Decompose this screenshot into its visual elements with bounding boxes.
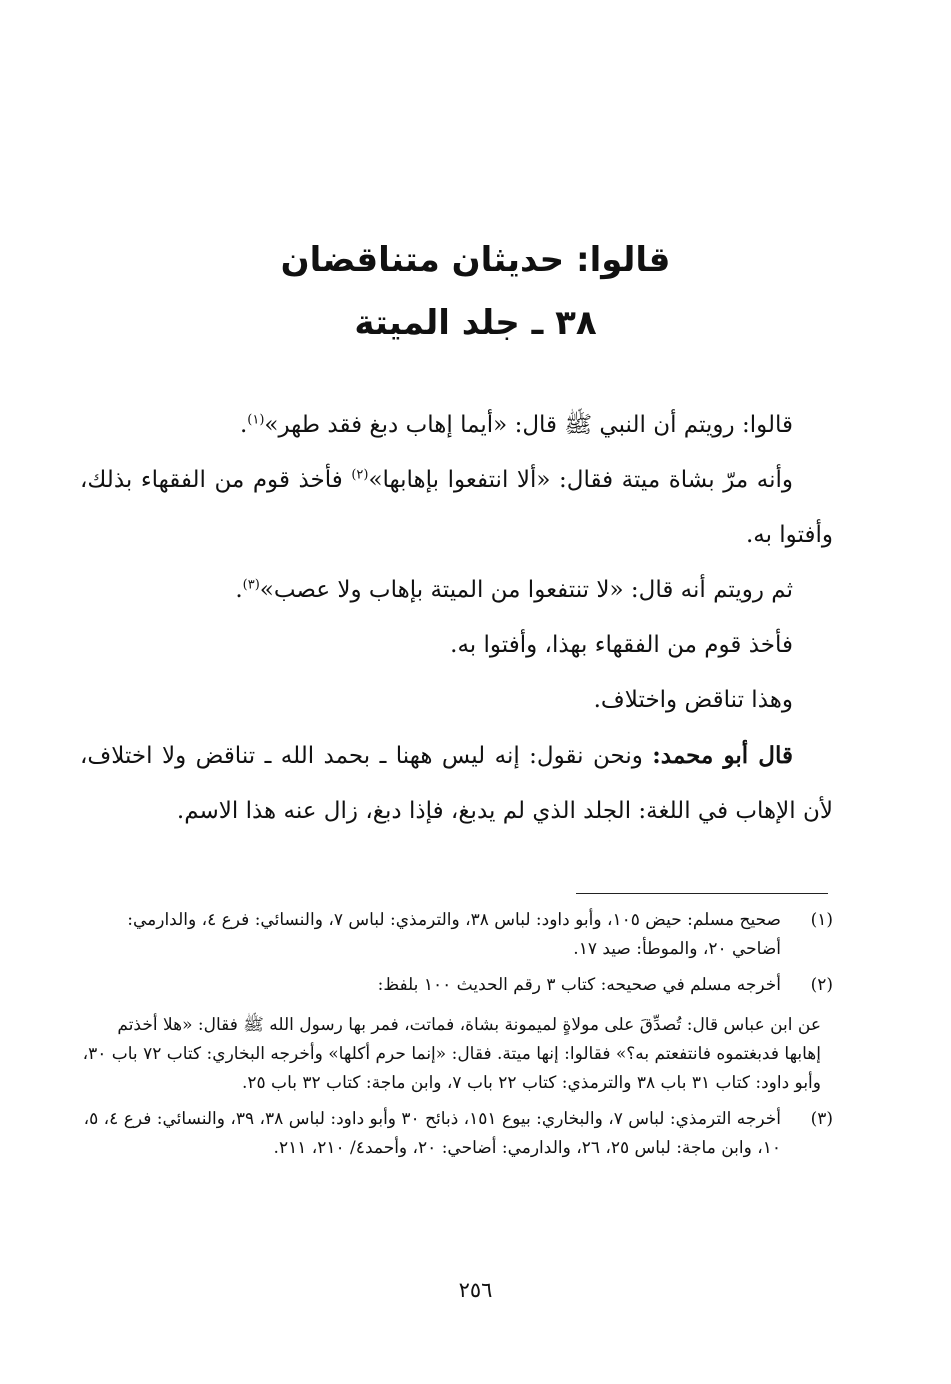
footnote-1 [80,906,833,964]
paragraph-1: قالوا: رويتم أن النبي ﷺ قال: «أيما إهاب دبغ فقد طهر»$^{(١)}$. [239,412,793,438]
paragraph-4: فأخذ قوم من الفقهاء بهذا، وأفتوا به. [450,632,793,658]
main-text [80,398,833,839]
chapter-heading: قالوا: حديثان متناقضان [280,240,671,280]
speaker-label: قال أبو محمد: [652,742,793,769]
footnote-2 [80,971,833,1000]
paragraph-2: وأنه مرّ بشاة ميتة فقال: «ألا انتفعوا بإهابها»$^{(٢)}$ فأخذ قوم من الفقهاء بذلك، وأفتوا به. [80,467,833,548]
footnote-number: (٢) [810,975,833,995]
section-heading: ٣٨ ـ جلد الميتة [354,303,597,343]
footnote-text: أخرجه الترمذي: لباس ٧، والبخاري: بيوع ١٥١، ذبائح ٣٠ وأبو داود: لباس ٣٨، ٣٩، والنسائي: فرع ٤، ٥، ١٠، وابن ماجة: لباس ٢٥، ٢٦، والدارمي: أضاحي: ٢٠، وأحمد٤/ ٢١٠، ٢١١. [83,1109,781,1158]
footnotes [80,906,833,1170]
paragraph-5: وهذا تناقض واختلاف. [593,687,793,713]
footnote-3 [80,1105,833,1163]
footnote-divider [576,893,828,894]
footnote-2-quote: عن ابن عباس قال: تُصدِّقَ على مولاةٍ لميمونة بشاة، فماتت، فمر بها رسول الله ﷺ فقال: «هلا أخذتم إهابها فدبغتموه فانتفعتم به؟» فقالوا: إنها ميتة. فقال: «إنما حرم أكلها» وأخرجه البخاري: كتاب ٧٢ باب ٣٠، وأبو داود: كتاب ٣١ باب ٣٨ والترمذي: كتاب ٢٢ باب ٧، وابن ماجة: كتاب ٣٢ باب ٢٥. [82,1015,821,1093]
footnote-text: أخرجه مسلم في صحيحه: كتاب ٣ رقم الحديث ١٠٠ بلفظ: [377,975,781,995]
page-number: ٢٥٦ [458,1278,493,1302]
footnote-ref-1: (١) [247,412,265,428]
footnote-text: صحيح مسلم: حيض ١٠٥، وأبو داود: لباس ٣٨، والترمذي: لباس ٧، والنسائي: فرع ٤، والدارمي: أضاحي ٢٠، والموطأ: صيد ١٧. [127,910,781,959]
paragraph-6: قال أبو محمد: ونحن نقول: إنه ليس ههنا ـ بحمد الله ـ تناقض ولا اختلاف، لأن الإهاب في اللغة: الجلد الذي لم يدبغ، فإذا دبغ، زال عنه هذا الاسم. [80,742,833,824]
footnote-ref-3: (٣) [242,577,260,593]
footnote-ref-2: (٢) [351,467,369,483]
paragraph-3: ثم رويتم أنه قال: «لا تنتفعوا من الميتة بإهاب ولا عصب»$^{(٣)}$. [235,577,793,603]
footnote-number: (٣) [810,1109,833,1129]
footnote-number: (١) [810,910,833,930]
